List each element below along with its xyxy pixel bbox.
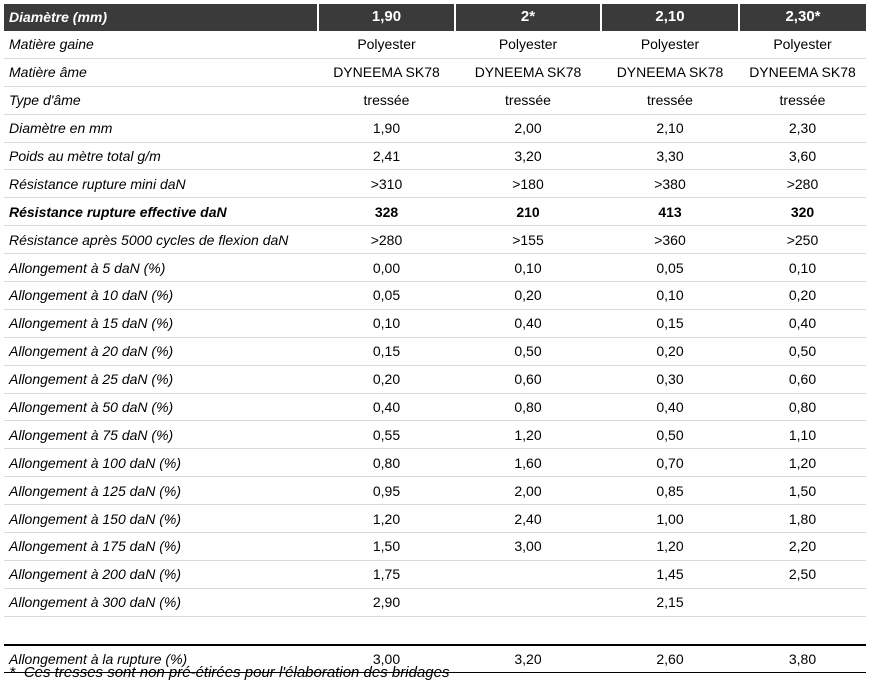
header-col-3: 2,10 xyxy=(601,4,739,31)
row-value: 0,10 xyxy=(318,309,455,337)
row-value: 0,55 xyxy=(318,421,455,449)
row-value: 2,00 xyxy=(455,114,601,142)
row-value xyxy=(601,616,739,644)
row-value: 0,20 xyxy=(601,337,739,365)
row-value: 0,40 xyxy=(739,309,866,337)
row-value: 328 xyxy=(318,198,455,226)
row-label: Allongement à 200 daN (%) xyxy=(4,560,318,588)
table-row xyxy=(4,449,866,477)
row-value: 1,20 xyxy=(739,449,866,477)
row-label: Allongement à 10 daN (%) xyxy=(4,282,318,310)
row-label: Allongement à 150 daN (%) xyxy=(4,505,318,533)
row-value: 413 xyxy=(601,198,739,226)
row-value: 2,20 xyxy=(739,533,866,561)
row-value: 0,20 xyxy=(455,282,601,310)
row-value: >280 xyxy=(739,170,866,198)
row-label: Résistance rupture effective daN xyxy=(4,198,318,226)
row-value xyxy=(455,616,601,644)
row-value xyxy=(455,588,601,616)
row-value: Polyester xyxy=(318,31,455,59)
row-value: 0,95 xyxy=(318,477,455,505)
spec-table xyxy=(4,4,866,673)
row-value: Polyester xyxy=(739,31,866,59)
row-label: Allongement à 5 daN (%) xyxy=(4,254,318,282)
row-value: 2,50 xyxy=(739,560,866,588)
row-value: 0,15 xyxy=(318,337,455,365)
spec-sheet xyxy=(4,4,866,673)
row-value: 3,00 xyxy=(318,645,455,673)
row-value: DYNEEMA SK78 xyxy=(739,58,866,86)
row-value: 2,15 xyxy=(601,588,739,616)
header-col-1: 1,90 xyxy=(318,4,455,31)
row-value: DYNEEMA SK78 xyxy=(318,58,455,86)
row-label: Type d'âme xyxy=(4,86,318,114)
row-label: Allongement à 50 daN (%) xyxy=(4,393,318,421)
row-label: Allongement à 25 daN (%) xyxy=(4,365,318,393)
table-row xyxy=(4,58,866,86)
row-value: 0,60 xyxy=(455,365,601,393)
table-body xyxy=(4,31,866,673)
row-value: 3,20 xyxy=(455,645,601,673)
row-value: 1,45 xyxy=(601,560,739,588)
row-value: 1,90 xyxy=(318,114,455,142)
row-value: 1,50 xyxy=(739,477,866,505)
row-label: Allongement à 125 daN (%) xyxy=(4,477,318,505)
table-row xyxy=(4,226,866,254)
table-row xyxy=(4,170,866,198)
header-col-2: 2* xyxy=(455,4,601,31)
row-value: tressée xyxy=(455,86,601,114)
row-value: >250 xyxy=(739,226,866,254)
row-value: 2,00 xyxy=(455,477,601,505)
row-label: Allongement à 75 daN (%) xyxy=(4,421,318,449)
row-value: 3,60 xyxy=(739,142,866,170)
row-label: Allongement à la rupture (%) xyxy=(4,645,318,673)
row-value: 0,40 xyxy=(318,393,455,421)
table-row xyxy=(4,533,866,561)
row-value: 0,05 xyxy=(318,282,455,310)
row-value: 1,60 xyxy=(455,449,601,477)
table-row xyxy=(4,393,866,421)
row-value: >180 xyxy=(455,170,601,198)
row-value: 0,50 xyxy=(739,337,866,365)
row-value: 320 xyxy=(739,198,866,226)
table-row xyxy=(4,505,866,533)
row-value: 0,80 xyxy=(455,393,601,421)
row-value: 0,40 xyxy=(455,309,601,337)
row-label: Diamètre en mm xyxy=(4,114,318,142)
table-row xyxy=(4,421,866,449)
row-value: 1,00 xyxy=(601,505,739,533)
row-value: >380 xyxy=(601,170,739,198)
table-row xyxy=(4,198,866,226)
row-value: 0,50 xyxy=(601,421,739,449)
row-value: 0,05 xyxy=(601,254,739,282)
row-label: Allongement à 15 daN (%) xyxy=(4,309,318,337)
footnote-text: Ces tresses sont non pré-étirées pour l'élaboration des bridages xyxy=(23,664,450,681)
row-label: Allongement à 175 daN (%) xyxy=(4,533,318,561)
row-value: 0,30 xyxy=(601,365,739,393)
row-value: 0,70 xyxy=(601,449,739,477)
row-label: Allongement à 20 daN (%) xyxy=(4,337,318,365)
row-value: 0,10 xyxy=(455,254,601,282)
row-value: tressée xyxy=(739,86,866,114)
row-value: Polyester xyxy=(455,31,601,59)
row-value: 0,50 xyxy=(455,337,601,365)
row-value: 0,80 xyxy=(318,449,455,477)
table-row xyxy=(4,337,866,365)
row-value: >360 xyxy=(601,226,739,254)
row-value: 2,41 xyxy=(318,142,455,170)
row-value: 0,80 xyxy=(739,393,866,421)
row-label xyxy=(4,616,318,644)
row-value: 0,15 xyxy=(601,309,739,337)
row-value: >280 xyxy=(318,226,455,254)
row-value: Polyester xyxy=(601,31,739,59)
row-value: 0,40 xyxy=(601,393,739,421)
row-label: Allongement à 300 daN (%) xyxy=(4,588,318,616)
table-row xyxy=(4,86,866,114)
row-value: 3,00 xyxy=(455,533,601,561)
row-value: 0,10 xyxy=(601,282,739,310)
table-row xyxy=(4,477,866,505)
row-value: 0,85 xyxy=(601,477,739,505)
row-value: 2,90 xyxy=(318,588,455,616)
row-label: Résistance rupture mini daN xyxy=(4,170,318,198)
row-value: 2,60 xyxy=(601,645,739,673)
header-row xyxy=(4,4,866,31)
row-value: 0,60 xyxy=(739,365,866,393)
row-value: 0,20 xyxy=(739,282,866,310)
header-label: Diamètre (mm) xyxy=(4,4,318,31)
row-value: 1,75 xyxy=(318,560,455,588)
table-row xyxy=(4,282,866,310)
row-value: 2,30 xyxy=(739,114,866,142)
row-label: Matière âme xyxy=(4,58,318,86)
row-value: tressée xyxy=(601,86,739,114)
row-value: 2,10 xyxy=(601,114,739,142)
row-value xyxy=(318,616,455,644)
row-value: 1,20 xyxy=(601,533,739,561)
table-row xyxy=(4,616,866,644)
row-value xyxy=(739,616,866,644)
row-value: 3,30 xyxy=(601,142,739,170)
table-row xyxy=(4,254,866,282)
table-row xyxy=(4,142,866,170)
table-row xyxy=(4,114,866,142)
row-value: 0,20 xyxy=(318,365,455,393)
row-label: Résistance après 5000 cycles de flexion daN xyxy=(4,226,318,254)
row-label: Allongement à 100 daN (%) xyxy=(4,449,318,477)
row-value: 0,00 xyxy=(318,254,455,282)
table-row xyxy=(4,560,866,588)
row-value xyxy=(739,588,866,616)
row-value: 3,80 xyxy=(739,645,866,673)
row-value: 2,40 xyxy=(455,505,601,533)
header-col-4: 2,30* xyxy=(739,4,866,31)
row-value: 0,10 xyxy=(739,254,866,282)
row-value: tressée xyxy=(318,86,455,114)
row-value: 210 xyxy=(455,198,601,226)
row-value: 1,80 xyxy=(739,505,866,533)
table-row xyxy=(4,588,866,616)
table-row xyxy=(4,309,866,337)
footnote xyxy=(10,664,449,681)
row-label: Poids au mètre total g/m xyxy=(4,142,318,170)
table-row xyxy=(4,31,866,59)
row-value: DYNEEMA SK78 xyxy=(601,58,739,86)
row-value: 1,50 xyxy=(318,533,455,561)
row-value: 1,10 xyxy=(739,421,866,449)
row-value: >310 xyxy=(318,170,455,198)
row-label: Matière gaine xyxy=(4,31,318,59)
row-value: 3,20 xyxy=(455,142,601,170)
footnote-marker: * xyxy=(10,664,16,681)
row-value: DYNEEMA SK78 xyxy=(455,58,601,86)
table-row xyxy=(4,365,866,393)
row-value: >155 xyxy=(455,226,601,254)
row-value: 1,20 xyxy=(318,505,455,533)
row-value: 1,20 xyxy=(455,421,601,449)
row-value xyxy=(455,560,601,588)
